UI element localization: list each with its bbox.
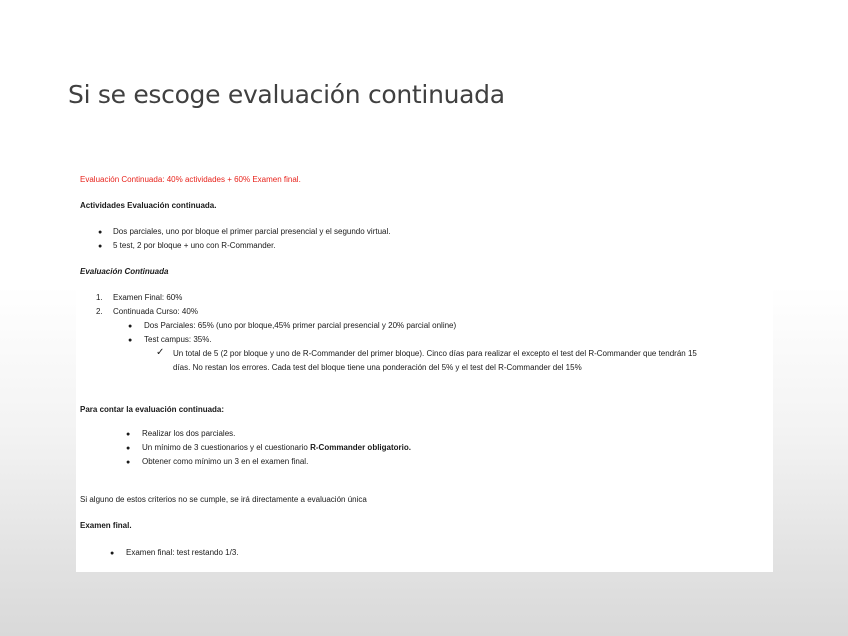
ec-subitem: Dos Parciales: 65% (uno por bloque,45% primer parcial presencial y 20% parcial online) [144,321,457,330]
activities-heading: Actividades Evaluación continuada. [80,201,217,210]
final-exam-heading: Examen final. [80,521,132,530]
bullet-icon: ● [98,243,103,250]
count-item-bold-text: R-Commander obligatorio. [310,443,411,452]
final-exam-item: Examen final: test restando 1/3. [126,548,239,557]
count-item: Realizar los dos parciales. [142,429,236,438]
bullet-icon: ● [98,229,103,236]
ec-heading: Evaluación Continuada [80,267,169,276]
ec-item-number: 1. [96,293,103,302]
bullet-icon: ● [126,431,131,438]
ec-item: Continuada Curso: 40% [113,307,198,316]
count-item-text: Un mínimo de 3 cuestionarios y el cuestionario [142,443,311,452]
bullet-icon: ● [128,337,133,344]
activity-item: Dos parciales, uno por bloque el primer parcial presencial y el segundo virtual. [113,227,391,236]
count-heading: Para contar la evaluación continuada: [80,405,225,414]
bullet-icon: ● [110,550,115,557]
ec-item: Examen Final: 60% [113,293,183,302]
test-detail-line-1: Un total de 5 (2 por bloque y uno de R-Commander del primer bloque). Cinco días para realizar el excepto el test del R-Commander que tendrán 15 [173,349,697,358]
ec-item-number: 2. [96,307,103,316]
count-item: Obtener como mínimo un 3 en el examen final. [142,457,309,466]
ec-subitem: Test campus: 35%. [144,335,212,344]
bullet-icon: ● [126,459,131,466]
slide-title: Si se escoge evaluación continuada [68,80,505,109]
continuous-evaluation-heading: Evaluación Continuada: 40% actividades + 60% Examen final. [80,175,301,184]
count-item [142,442,411,453]
criteria-note: Si alguno de estos criterios no se cumple, se irá directamente a evaluación única [80,495,367,504]
activity-item: 5 test, 2 por bloque + uno con R-Commander. [113,241,276,250]
bullet-icon: ● [128,323,133,330]
bullet-icon: ● [126,445,131,452]
test-detail-line-2: días. No restan los errores. Cada test del bloque tiene una ponderación del 5% y el test del R-Commander del 15% [173,363,582,372]
checkmark-icon: ✓ [156,347,165,358]
document-image [76,170,773,572]
